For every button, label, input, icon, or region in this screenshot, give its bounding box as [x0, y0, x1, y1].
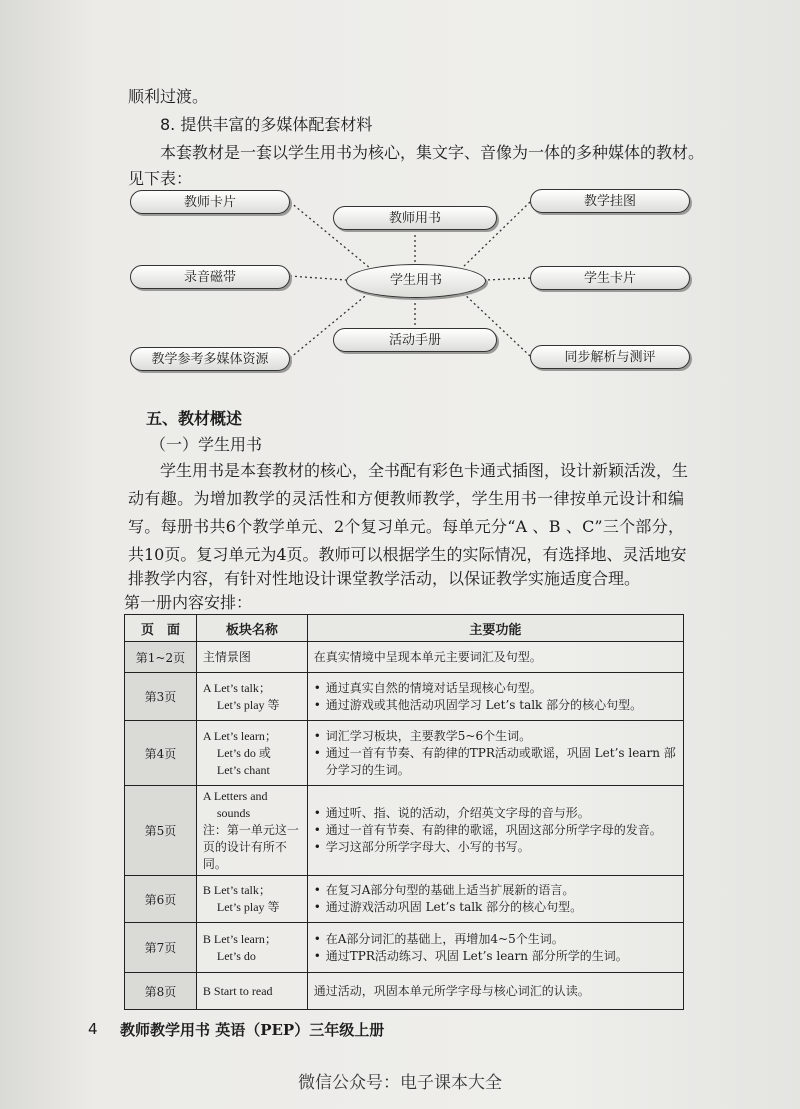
table-row [125, 973, 684, 1010]
function-bullet: • 在复习A部分句型的基础上适当扩展新的语言。 [314, 882, 677, 899]
module-note: 注：第一单元这一 [202, 823, 299, 837]
row-functions [307, 876, 683, 923]
row-page: 第7页 [125, 923, 197, 973]
module-line: Let’s chant [216, 762, 270, 777]
body-line-4: 共10页。复习单元为4页。教师可以根据学生的实际情况，有选择地、灵活地安 [128, 545, 687, 564]
row-functions [307, 923, 683, 973]
table-row [125, 786, 684, 876]
subsection-title: （一）学生用书 [150, 435, 263, 454]
node-student-book: 学生用书 [346, 264, 486, 298]
row-functions [307, 673, 683, 721]
body-line-2: 动有趣。为增加教学的灵活性和方便教师教学，学生用书一律按单元设计和编 [128, 489, 684, 508]
module-line: Let’s play 等 [216, 900, 280, 914]
row-module [196, 923, 307, 973]
node-wall-charts: 教学挂图 [530, 189, 690, 213]
row-functions [307, 786, 683, 876]
header-page: 页 面 [125, 615, 197, 642]
body-line-1: 学生用书是本套教材的核心，全书配有彩色卡通式插图，设计新颖活泼，生 [160, 461, 689, 480]
row-module [196, 973, 307, 1010]
row-module [196, 786, 307, 876]
intro-line-4: 见下表： [128, 169, 193, 188]
function-bullet: • 通过真实自然的情境对话呈现核心句型。 [314, 680, 677, 697]
row-module [196, 876, 307, 923]
function-text: 通过活动，巩固本单元所学字母与核心词汇的认读。 [313, 983, 590, 998]
section-title: 五、教材概述 [146, 409, 243, 428]
row-page: 第3页 [125, 673, 197, 721]
module-line: A Let’s talk； [202, 680, 271, 695]
node-audio-tapes: 录音磁带 [130, 265, 290, 289]
book-title-footer: 教师教学用书 英语（PEP）三年级上册 [120, 1021, 385, 1039]
function-bullet: • 通过听、指、说的活动，介绍英文字母的音与形。 [314, 805, 677, 822]
module-note: 页的设计有所不同。 [202, 840, 287, 871]
module-line: 主情景图 [202, 649, 251, 664]
module-line: Let’s play 等 [216, 697, 280, 712]
node-teacher-book: 教师用书 [333, 206, 497, 230]
function-bullet: • 词汇学习板块，主要教学5~6个生词。 [314, 728, 677, 745]
function-bullet: • 通过一首有节奏、有韵律的歌谣，巩固这部分所学字母的发音。 [314, 822, 677, 839]
function-bullet: • 通过游戏或其他活动巩固学习 Let’s talk 部分的核心句型。 [314, 697, 677, 714]
content-table [124, 614, 684, 1010]
row-functions [307, 642, 683, 673]
node-student-cards: 学生卡片 [530, 266, 690, 290]
point-8-heading: 8. 提供丰富的多媒体配套材料 [160, 115, 373, 134]
page-number: 4 [88, 1020, 98, 1038]
body-line-3: 写。每册书共6个教学单元、2个复习单元。每单元分“A 、B 、C”三个部分， [128, 517, 684, 536]
module-line: A Let’s learn； [202, 728, 277, 743]
node-sync-analysis: 同步解析与测评 [530, 345, 690, 369]
row-module [196, 673, 307, 721]
table-row [125, 923, 684, 973]
table-row [125, 673, 684, 721]
function-text: 在真实情境中呈现本单元主要词汇及句型。 [313, 649, 542, 664]
module-line: B Start to read [202, 983, 273, 998]
function-bullet: • 通过游戏活动巩固 Let’s talk 部分的核心句型。 [314, 899, 677, 916]
row-page: 第8页 [125, 973, 197, 1010]
row-page: 第4页 [125, 721, 197, 786]
table-caption: 第一册内容安排： [124, 593, 253, 612]
module-line: B Let’s learn； [202, 931, 277, 946]
node-activity-book: 活动手册 [333, 328, 497, 352]
intro-line-1: 顺利过渡。 [128, 87, 209, 106]
row-functions [307, 721, 683, 786]
body-line-5: 排教学内容，有针对性地设计课堂教学活动，以保证教学实施适度合理。 [128, 569, 641, 588]
module-line: A Letters and [202, 789, 268, 803]
module-line: Let’s do [216, 948, 256, 963]
function-bullet: • 通过一首有节奏、有韵律的TPR活动或歌谣，巩固 Let’s learn 部分学习的生词。 [314, 745, 677, 779]
function-bullet: • 在A部分词汇的基础上，再增加4~5个生词。 [314, 931, 677, 948]
function-bullet: • 学习这部分所学字母大、小写的书写。 [314, 839, 677, 856]
row-module [196, 721, 307, 786]
module-line: Let’s do 或 [216, 745, 271, 760]
module-line: B Let’s talk； [202, 883, 271, 897]
header-function: 主要功能 [307, 615, 683, 642]
row-module [196, 642, 307, 673]
intro-line-3: 本套教材是一套以学生用书为核心，集文字、音像为一体的多种媒体的教材。 [160, 143, 705, 162]
function-bullet: • 通过TPR活动练习、巩固 Let’s learn 部分所学的生词。 [314, 948, 677, 965]
node-teacher-cards: 教师卡片 [130, 190, 290, 214]
row-functions [307, 973, 683, 1010]
table-header-row [125, 615, 684, 642]
row-page: 第6页 [125, 876, 197, 923]
node-multimedia-resources: 教学参考多媒体资源 [130, 347, 290, 371]
row-page: 第1~2页 [125, 642, 197, 673]
module-line: sounds [216, 806, 251, 820]
table-row [125, 721, 684, 786]
watermark-text: 微信公众号：电子课本大全 [298, 1073, 502, 1093]
header-module: 板块名称 [196, 615, 307, 642]
table-row [125, 876, 684, 923]
table-row [125, 642, 684, 673]
row-page: 第5页 [125, 786, 197, 876]
